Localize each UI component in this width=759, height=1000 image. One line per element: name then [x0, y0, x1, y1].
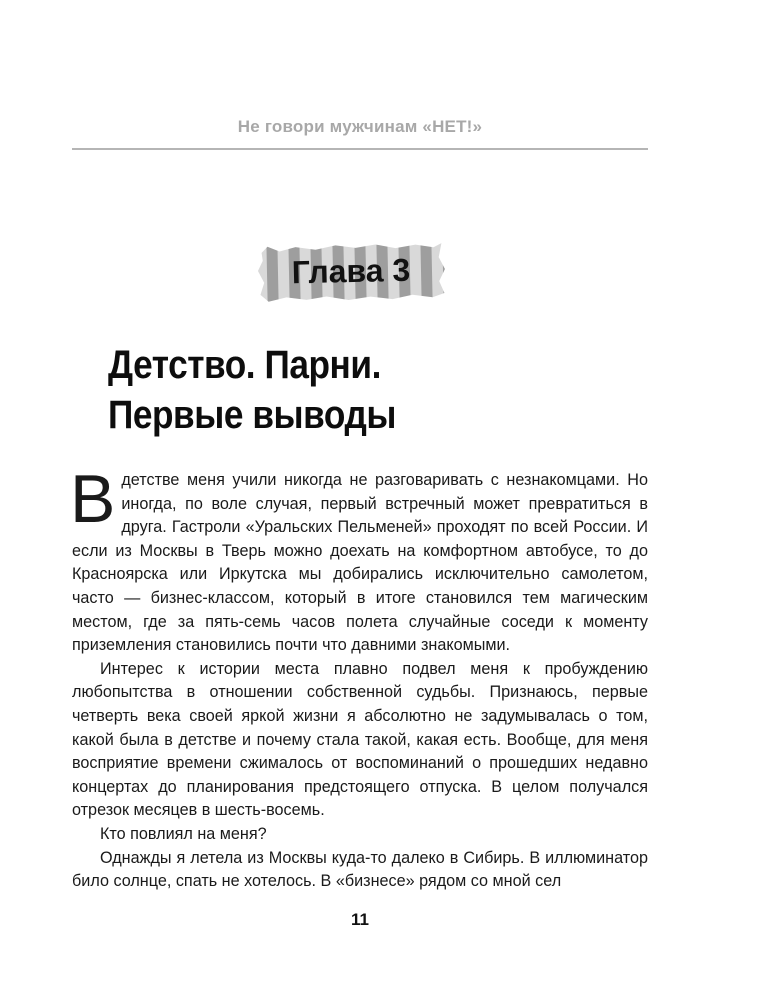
running-header: Не говори мужчинам «НЕТ!»	[237, 117, 483, 136]
paragraph-2: Интерес к истории места плавно подвел меня к пробуждению любопытства в отношении собственной судьбы. Признаюсь, первые четверть века своей яркой жизни я абсолютно не задумывалась о том, какой была в детстве и почему стала такой, какая есть. Вообще, для меня восприятие времени сжималось от воспоминаний о прошедших недавно концертах до планирования предстоящего отпуска. В целом получался отрезок месяцев в шесть-восемь.	[72, 659, 648, 820]
paragraph-4: Однажды я летела из Москвы куда-то далеко в Сибирь. В иллюминатор било солнце, спать не хотелось. В «бизнесе» рядом со мной сел	[72, 848, 648, 891]
page-number: 11	[351, 910, 369, 929]
drop-cap: В	[70, 461, 116, 537]
paragraph-1	[70, 461, 648, 658]
chapter-title	[108, 340, 601, 440]
chapter-label: Глава 3	[291, 251, 411, 291]
chapter-title-line-2: Первые выводы	[108, 393, 397, 437]
chapter-tape	[255, 241, 446, 303]
paragraph-3: Кто повлиял на меня?	[100, 824, 267, 843]
header-rule	[72, 148, 648, 150]
paragraph-1-text: детстве меня учили никогда не разговаривать с незнакомцами. Но иногда, по воле случая, первый встречный может превратиться в друга. Гастроли «Уральских Пельменей» проходят по всей России. И если из Москвы в Тверь можно доехать на комфортном автобусе, то до Красноярска или Иркутска мы добирались исключительно самолетом, часто — бизнес-классом, который в итоге становился тем магическим местом, где за пять-семь часов полета случайные соседи к моменту приземления становились почти что давними знакомыми.	[72, 471, 648, 655]
body-text	[70, 461, 648, 894]
chapter-title-line-1: Детство. Парни.	[108, 343, 381, 387]
